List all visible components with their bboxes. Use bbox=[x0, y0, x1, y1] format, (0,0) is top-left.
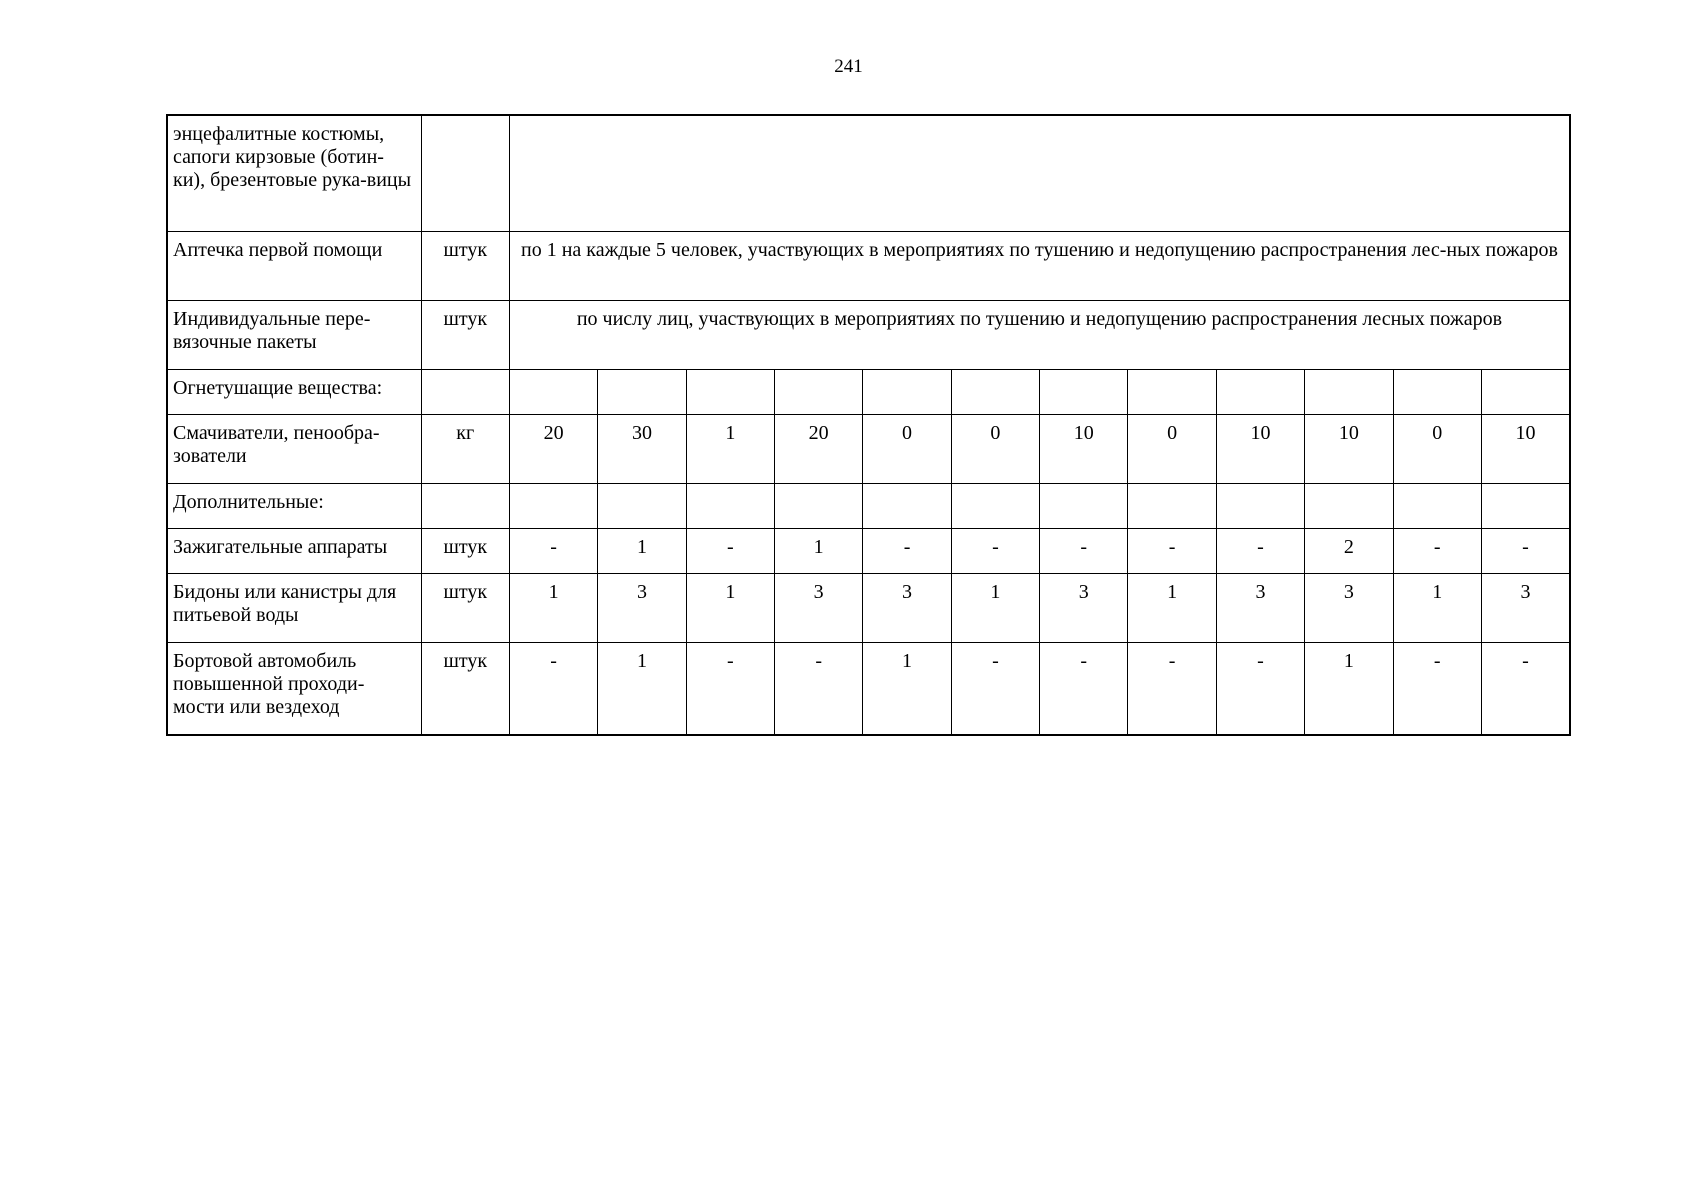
merged-note-cell: по 1 на каждые 5 человек, участвующих в мероприятиях по тушению и недопущению распространения лес-ных пожаров bbox=[509, 231, 1570, 300]
value-cell: 30 bbox=[598, 414, 686, 483]
value-cell bbox=[863, 369, 951, 414]
table-row bbox=[167, 642, 1570, 735]
value-cell bbox=[1393, 483, 1481, 528]
row-unit-cell bbox=[421, 115, 509, 231]
value-cell: 1 bbox=[598, 528, 686, 573]
value-cell: 0 bbox=[1393, 414, 1481, 483]
table-row bbox=[167, 369, 1570, 414]
value-cell bbox=[1040, 369, 1128, 414]
value-cell bbox=[1481, 483, 1570, 528]
value-cell: - bbox=[509, 528, 597, 573]
value-cell bbox=[598, 483, 686, 528]
value-cell: - bbox=[951, 642, 1039, 735]
value-cell: - bbox=[1481, 642, 1570, 735]
value-cell bbox=[951, 483, 1039, 528]
row-name-cell: Зажигательные аппараты bbox=[167, 528, 421, 573]
value-cell: 1 bbox=[1305, 642, 1393, 735]
table-row bbox=[167, 483, 1570, 528]
value-cell: - bbox=[686, 528, 774, 573]
value-cell: - bbox=[863, 528, 951, 573]
value-cell bbox=[1305, 483, 1393, 528]
value-cell bbox=[1040, 483, 1128, 528]
value-cell bbox=[509, 483, 597, 528]
value-cell: - bbox=[509, 642, 597, 735]
value-cell bbox=[775, 369, 863, 414]
row-name-cell: Дополнительные: bbox=[167, 483, 421, 528]
table-row bbox=[167, 414, 1570, 483]
value-cell bbox=[598, 369, 686, 414]
value-cell: - bbox=[1040, 642, 1128, 735]
value-cell: 2 bbox=[1305, 528, 1393, 573]
value-cell: 3 bbox=[598, 573, 686, 642]
value-cell: 3 bbox=[775, 573, 863, 642]
value-cell: - bbox=[1128, 642, 1216, 735]
value-cell: - bbox=[1393, 528, 1481, 573]
value-cell: - bbox=[1128, 528, 1216, 573]
value-cell: 3 bbox=[863, 573, 951, 642]
value-cell: 1 bbox=[1393, 573, 1481, 642]
value-cell: 1 bbox=[863, 642, 951, 735]
value-cell: - bbox=[775, 642, 863, 735]
value-cell: - bbox=[1216, 642, 1304, 735]
row-unit-cell bbox=[421, 483, 509, 528]
value-cell: 1 bbox=[509, 573, 597, 642]
row-name-cell: Индивидуальные пере-вязочные пакеты bbox=[167, 300, 421, 369]
value-cell bbox=[686, 369, 774, 414]
row-unit-cell: штук bbox=[421, 642, 509, 735]
value-cell: - bbox=[951, 528, 1039, 573]
row-name-cell: Бидоны или канистры для питьевой воды bbox=[167, 573, 421, 642]
value-cell bbox=[951, 369, 1039, 414]
value-cell: 0 bbox=[863, 414, 951, 483]
value-cell bbox=[1216, 483, 1304, 528]
value-cell: - bbox=[1040, 528, 1128, 573]
value-cell: 20 bbox=[775, 414, 863, 483]
row-name-cell: Бортовой автомобиль повышенной проходи-мости или вездеход bbox=[167, 642, 421, 735]
row-unit-cell: штук bbox=[421, 231, 509, 300]
table-row bbox=[167, 573, 1570, 642]
row-name-cell: Аптечка первой помощи bbox=[167, 231, 421, 300]
page-number: 241 bbox=[834, 56, 863, 77]
row-name-cell: Смачиватели, пенообра-зователи bbox=[167, 414, 421, 483]
value-cell: 1 bbox=[951, 573, 1039, 642]
value-cell bbox=[1128, 483, 1216, 528]
value-cell bbox=[1393, 369, 1481, 414]
table-row bbox=[167, 300, 1570, 369]
value-cell: - bbox=[686, 642, 774, 735]
value-cell: 1 bbox=[775, 528, 863, 573]
value-cell bbox=[1481, 369, 1570, 414]
value-cell: 10 bbox=[1305, 414, 1393, 483]
value-cell bbox=[509, 369, 597, 414]
row-unit-cell: штук bbox=[421, 573, 509, 642]
value-cell: 3 bbox=[1481, 573, 1570, 642]
value-cell: - bbox=[1393, 642, 1481, 735]
table-row bbox=[167, 231, 1570, 300]
value-cell: 0 bbox=[951, 414, 1039, 483]
value-cell: 1 bbox=[686, 573, 774, 642]
row-name-cell: Огнетушащие вещества: bbox=[167, 369, 421, 414]
value-cell: - bbox=[1481, 528, 1570, 573]
row-unit-cell: штук bbox=[421, 528, 509, 573]
value-cell: 1 bbox=[686, 414, 774, 483]
value-cell: - bbox=[1216, 528, 1304, 573]
value-cell: 3 bbox=[1216, 573, 1304, 642]
value-cell bbox=[1305, 369, 1393, 414]
value-cell: 3 bbox=[1305, 573, 1393, 642]
value-cell: 10 bbox=[1216, 414, 1304, 483]
value-cell bbox=[863, 483, 951, 528]
value-cell: 20 bbox=[509, 414, 597, 483]
table-row bbox=[167, 528, 1570, 573]
equipment-table bbox=[166, 114, 1571, 736]
value-cell: 0 bbox=[1128, 414, 1216, 483]
value-cell: 3 bbox=[1040, 573, 1128, 642]
value-cell: 10 bbox=[1040, 414, 1128, 483]
table-row bbox=[167, 115, 1570, 231]
row-name-cell: энцефалитные костюмы, сапоги кирзовые (ботин-ки), брезентовые рука-вицы bbox=[167, 115, 421, 231]
row-unit-cell bbox=[421, 369, 509, 414]
value-cell bbox=[1128, 369, 1216, 414]
value-cell: 1 bbox=[598, 642, 686, 735]
row-unit-cell: штук bbox=[421, 300, 509, 369]
value-cell bbox=[1216, 369, 1304, 414]
merged-note-cell: по числу лиц, участвующих в мероприятиях по тушению и недопущению распространения лесных пожаров bbox=[509, 300, 1570, 369]
row-unit-cell: кг bbox=[421, 414, 509, 483]
value-cell: 10 bbox=[1481, 414, 1570, 483]
merged-note-cell bbox=[509, 115, 1570, 231]
value-cell bbox=[686, 483, 774, 528]
value-cell: 1 bbox=[1128, 573, 1216, 642]
value-cell bbox=[775, 483, 863, 528]
